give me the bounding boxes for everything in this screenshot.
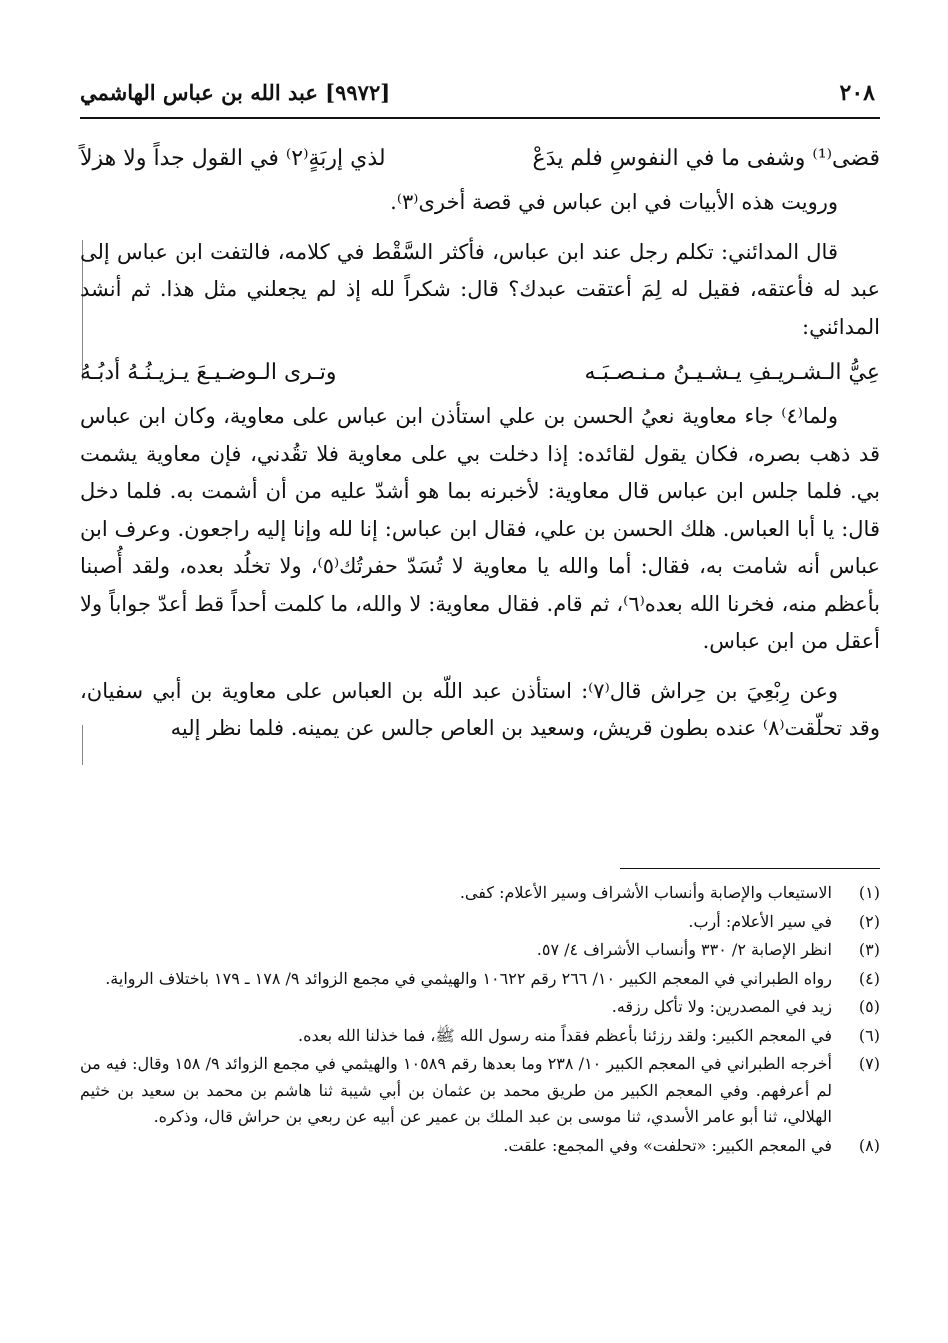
footnote <box>80 966 880 993</box>
verse-second-hemistich: وتـرى الـوضـيـعَ يـزيـنُـهُ أدبُـهُ <box>80 360 337 385</box>
verse-first-hemistich: عِيُّ الـشـريـفِ يـشـيـنُ مـنـصـبَـه <box>584 360 880 385</box>
footnote <box>80 909 880 936</box>
footnote-number: (٣) <box>858 940 880 959</box>
footnote-text: الاستيعاب والإصابة وأنساب الأشراف وسير الأعلام: كفى. <box>459 883 832 902</box>
footnote-text: في المعجم الكبير: «تحلفت» وفي المجمع: علقت. <box>503 1135 832 1155</box>
footnote-number: (٧) <box>858 1054 880 1073</box>
footnote <box>80 880 880 907</box>
footnote-number: (٥) <box>858 997 880 1016</box>
footnote <box>80 1133 880 1160</box>
footnote-text: رواه الطبراني في المعجم الكبير ١٠/ ٢٦٦ رقم ١٠٦٢٢ والهيثمي في مجمع الزوائد ٩/ ١٧٨ ـ ١٧٩ باختلاف الرواية. <box>105 968 832 988</box>
footnote-text: زيد في المصدرين: ولا تأكل رزقه. <box>611 997 832 1016</box>
footnote <box>80 1023 880 1050</box>
footnote-number: (٢) <box>858 911 880 931</box>
running-head: [٩٩٧٢] عبد الله بن عباس الهاشمي <box>80 80 391 105</box>
page-header <box>80 80 880 120</box>
header-rule <box>80 117 880 119</box>
footnote-rule <box>620 868 880 869</box>
footnote-number: (٦) <box>858 1025 880 1045</box>
verse-line <box>80 132 880 184</box>
footnote <box>80 1051 880 1131</box>
verse-first-hemistich: قضى⁽¹⁾ وشفى ما في النفوسِ فلم يدَعْ <box>532 146 880 171</box>
paragraph: ورويت هذه الأبيات في ابن عباس في قصة أخرى⁽٣⁾. <box>390 190 838 214</box>
verse-second-hemistich: لذي إربَةٍ⁽٢⁾ في القول جداً ولا هزلاً <box>80 146 386 171</box>
paragraph: قال المدائني: تكلم رجل عند ابن عباس، فأكثر السَّقْط في كلامه، فالتفت ابن عباس إلى عبد له فأعتقه، فقيل له لِمَ أعتقت عبدك؟ قال: شكراً لله إذ لم يجعلني مثل هذا. ثم أنشد المدائني: <box>80 239 880 339</box>
main-text <box>80 132 880 748</box>
page-number: ٢٠٨ <box>839 80 875 106</box>
footnote-number: (٨) <box>858 1135 880 1155</box>
footnote-text: انظر الإصابة ٢/ ٣٣٠ وأنساب الأشراف ٤/ ٥٧. <box>536 940 832 959</box>
paragraph: وعن رِبْعِيَ بن حِراش قال⁽٧⁾: استأذن عبد اللّه بن العباس على معاوية بن أبي سفيان، وقد تحلّقت⁽٨⁾ عنده بطون قريش، وسعيد بن العاص جالس عن يمينه. فلما نظر إليه <box>80 678 880 740</box>
verse-line <box>80 346 880 398</box>
footnote-text: في المعجم الكبير: ولقد رزئنا بأعظم فقداً منه رسول الله ﷺ، فما خذلنا الله بعده. <box>298 1025 832 1045</box>
footnote-number: (٤) <box>858 968 880 988</box>
footnotes <box>80 880 880 1161</box>
footnote-text: في سير الأعلام: أرب. <box>688 911 832 931</box>
footnote-text: أخرجه الطبراني في المعجم الكبير ١٠/ ٢٣٨ وما بعدها رقم ١٠٥٨٩ والهيثمي في مجمع الزوائد ٩/ ١٥٨ وقال: فيه من لم أعرفهم. وفي المعجم الكبير من طريق محمد بن عثمان بن أبي شيبة ثنا هاشم بن محمد بن سعيد بن خثيم الهلالي، ثنا أبو عامر الأسدي، ثنا موسى بن عبد الملك بن عمير عن أبيه عن ربعي بن حراش قال، وذكره. <box>80 1054 832 1126</box>
footnote <box>80 994 880 1021</box>
footnote <box>80 937 880 964</box>
footnote-number: (١) <box>858 883 880 902</box>
paragraph: ولما⁽٤⁾ جاء معاوية نعيُ الحسن بن علي استأذن ابن عباس على معاوية، وكان ابن عباس قد ذهب بصره، فكان يقول لقائده: إذا دخلت بي على معاوية فلا تقُدني، فإن معاوية يشمت بي. فلما جلس ابن عباس قال معاوية: لأخبرنه بما هو أشدّ عليه من أن أشمت به. فلما دخل قال: يا أبا العباس. هلك الحسن بن علي، فقال ابن عباس: إنا لله وإنا إليه راجعون. وعرف ابن عباس أنه شامت به، فقال: أما والله يا معاوية لا تُسَدّ حفرتُك⁽٥⁾، ولا تخلُد بعده، ولقد أُصبنا بأعظم منه، فخرنا الله بعده⁽٦⁾، ثم قام. فقال معاوية: لا والله، ما كلمت أحداً قط أعدّ جواباً ولا أعقل من ابن عباس. <box>80 404 880 653</box>
